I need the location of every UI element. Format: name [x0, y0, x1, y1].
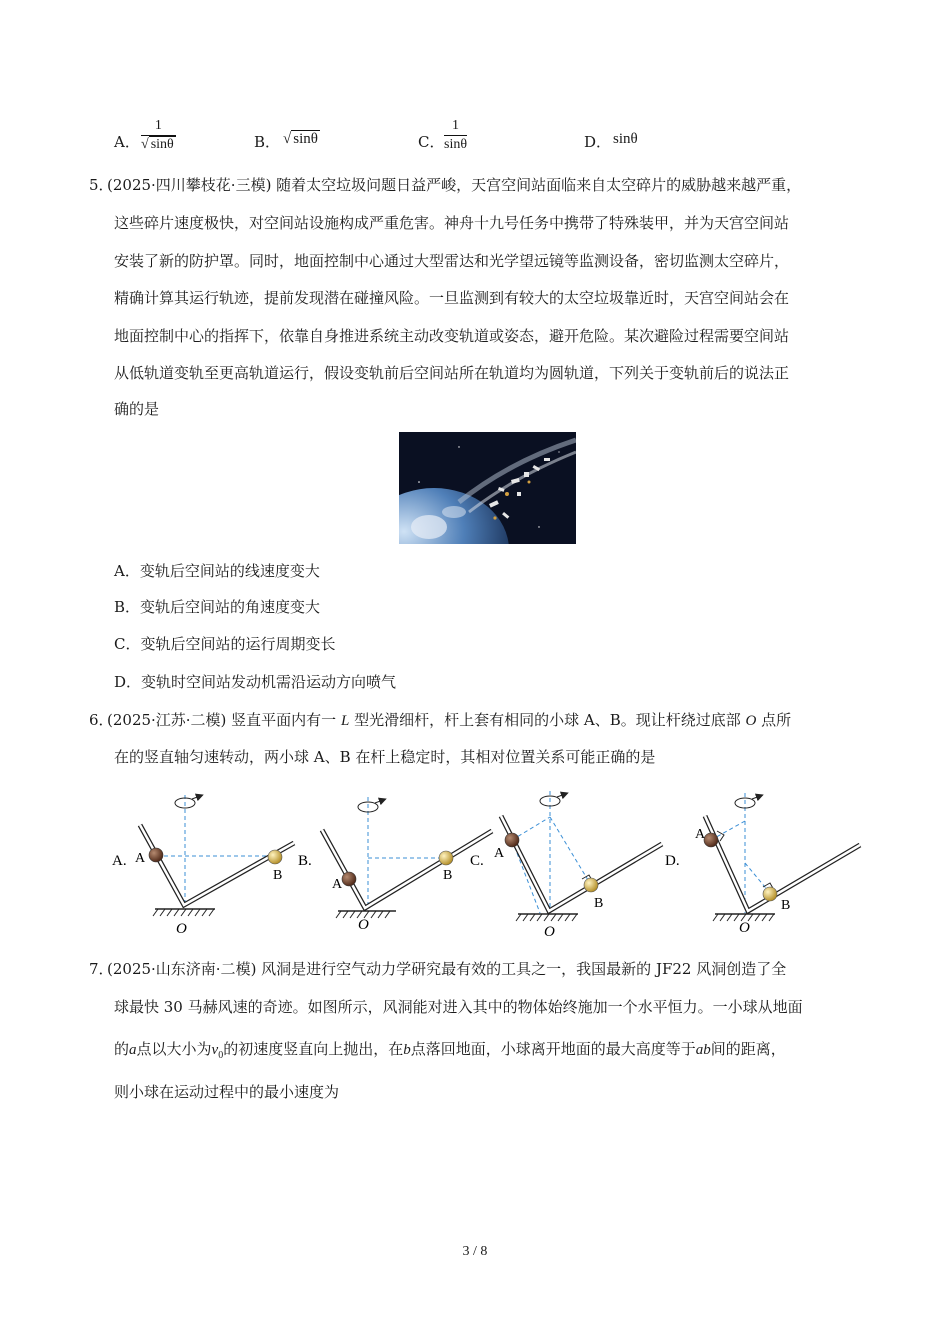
q4-option-c-fraction: [444, 118, 467, 153]
svg-text:O: O: [358, 917, 369, 933]
q7-number: 7．: [89, 960, 114, 978]
svg-text:A: A: [332, 877, 343, 892]
q6-diagram-a: [112, 795, 294, 937]
q5-line-5: 地面控制中心的指挥下，依靠自身推进系统主动改变轨道或姿态，避开危险。某次避险过程需要空间站: [114, 327, 790, 345]
q6-d-ball-a: [704, 833, 718, 847]
space-debris-image: [399, 432, 576, 544]
svg-text:O: O: [544, 924, 555, 940]
q4-option-a-fraction: [141, 118, 176, 153]
q6-c-ball-b: [584, 878, 598, 892]
q6-diagram-b: [298, 797, 492, 933]
q5-choice-a: A．变轨后空间站的线速度变大: [114, 562, 320, 580]
q6-diagram-b-option: B.: [298, 853, 312, 869]
q5-choice-b: B．变轨后空间站的角速度变大: [114, 598, 321, 616]
page-number: 3 / 8: [462, 1244, 488, 1259]
q6-a-ball-b: [268, 850, 282, 864]
q7-line-1: (2025·山东济南·二模) 风洞是进行空气动力学研究最有效的工具之一，我国最新的 JF22 风洞创造了全: [107, 960, 787, 978]
q5-line-2: 这些碎片速度极快，对空间站设施构成严重危害。神舟十九号任务中携带了特殊装甲，并为天宫空间站: [114, 214, 790, 232]
q4-option-a-label: A．: [114, 133, 140, 151]
svg-text:A: A: [494, 846, 505, 861]
svg-text:A: A: [135, 851, 146, 866]
q6-diagram-d-option: D.: [665, 853, 680, 869]
q5-line-4: 精确计算其运行轨迹，提前发现潜在碰撞风险。一旦监测到有较大的太空垃圾靠近时，天宫空间站会在: [114, 289, 790, 307]
q5-line-1: (2025·四川攀枝花·三模) 随着太空垃圾问题日益严峻，天宫空间站面临来自太空碎片的威胁越来越严重，: [107, 176, 802, 194]
svg-text:O: O: [739, 920, 750, 936]
svg-text:B: B: [594, 896, 604, 911]
q6-diagram-c: [470, 791, 662, 940]
q7-line-2: 球最快 30 马赫风速的奇迹。如图所示，风洞能对进入其中的物体始终施加一个水平恒力。一小球从地面: [114, 998, 803, 1016]
q5-number: 5．: [89, 176, 114, 194]
svg-text:A: A: [695, 827, 706, 842]
q7-line-3: 的a点以大小为$v_0$的初速度竖直向上抛出，在b点落回地面，小球离开地面的最大高度等于ab间的距离，: [114, 1040, 786, 1061]
q5-line-3: 安装了新的防护罩。同时，地面控制中心通过大型雷达和光学望远镜等监测设备，密切监测太空碎片，: [114, 252, 790, 270]
q6-line-1: (2025·江苏·二模) 竖直平面内有一 L 型光滑细杆，杆上套有相同的小球 A、B。现让杆绕过底部 O 点所: [107, 711, 792, 729]
q6-diagram-c-option: C.: [470, 853, 484, 869]
q6-diagram-d: [665, 793, 860, 936]
svg-text:B: B: [781, 898, 791, 913]
q6-diagrams: [100, 783, 870, 943]
q4-option-a-denominator: √ sinθ: [141, 137, 174, 152]
q6-b-ball-a: [342, 872, 356, 886]
q6-d-ball-b: [763, 887, 777, 901]
q4-option-b-label: B．: [254, 133, 281, 151]
q4-option-d-expr: sinθ: [613, 131, 638, 147]
q5-choice-d: D．变轨时空间站发动机需沿运动方向喷气: [114, 673, 397, 691]
q4-option-d-label: D．: [584, 133, 612, 151]
q6-number: 6．: [89, 711, 114, 729]
q6-a-ball-a: [149, 848, 163, 862]
q6-line-2: 在的竖直轴匀速转动，两小球 A、B 在杆上稳定时，其相对位置关系可能正确的是: [114, 748, 656, 766]
q5-line-7: 确的是: [114, 400, 160, 418]
svg-text:B: B: [443, 868, 453, 883]
q4-option-c-denominator: sinθ: [444, 137, 468, 152]
q7-line-4: 则小球在运动过程中的最小速度为: [114, 1083, 340, 1101]
q6-c-ball-a: [505, 833, 519, 847]
q5-line-6: 从低轨道变轨至更高轨道运行，假设变轨前后空间站所在轨道均为圆轨道，下列关于变轨前后的说法正: [114, 364, 790, 382]
q4-option-a-numerator: 1: [141, 118, 176, 136]
q4-option-b-expr: √ sinθ: [283, 131, 318, 147]
q6-b-ball-b: [439, 851, 453, 865]
q6-diagram-a-option: A.: [112, 853, 127, 869]
q4-option-c-label: C．: [418, 133, 445, 151]
svg-text:O: O: [176, 921, 187, 937]
q4-option-c-numerator: 1: [444, 118, 467, 136]
q5-choice-c: C．变轨后空间站的运行周期变长: [114, 635, 336, 653]
svg-text:B: B: [273, 868, 283, 883]
